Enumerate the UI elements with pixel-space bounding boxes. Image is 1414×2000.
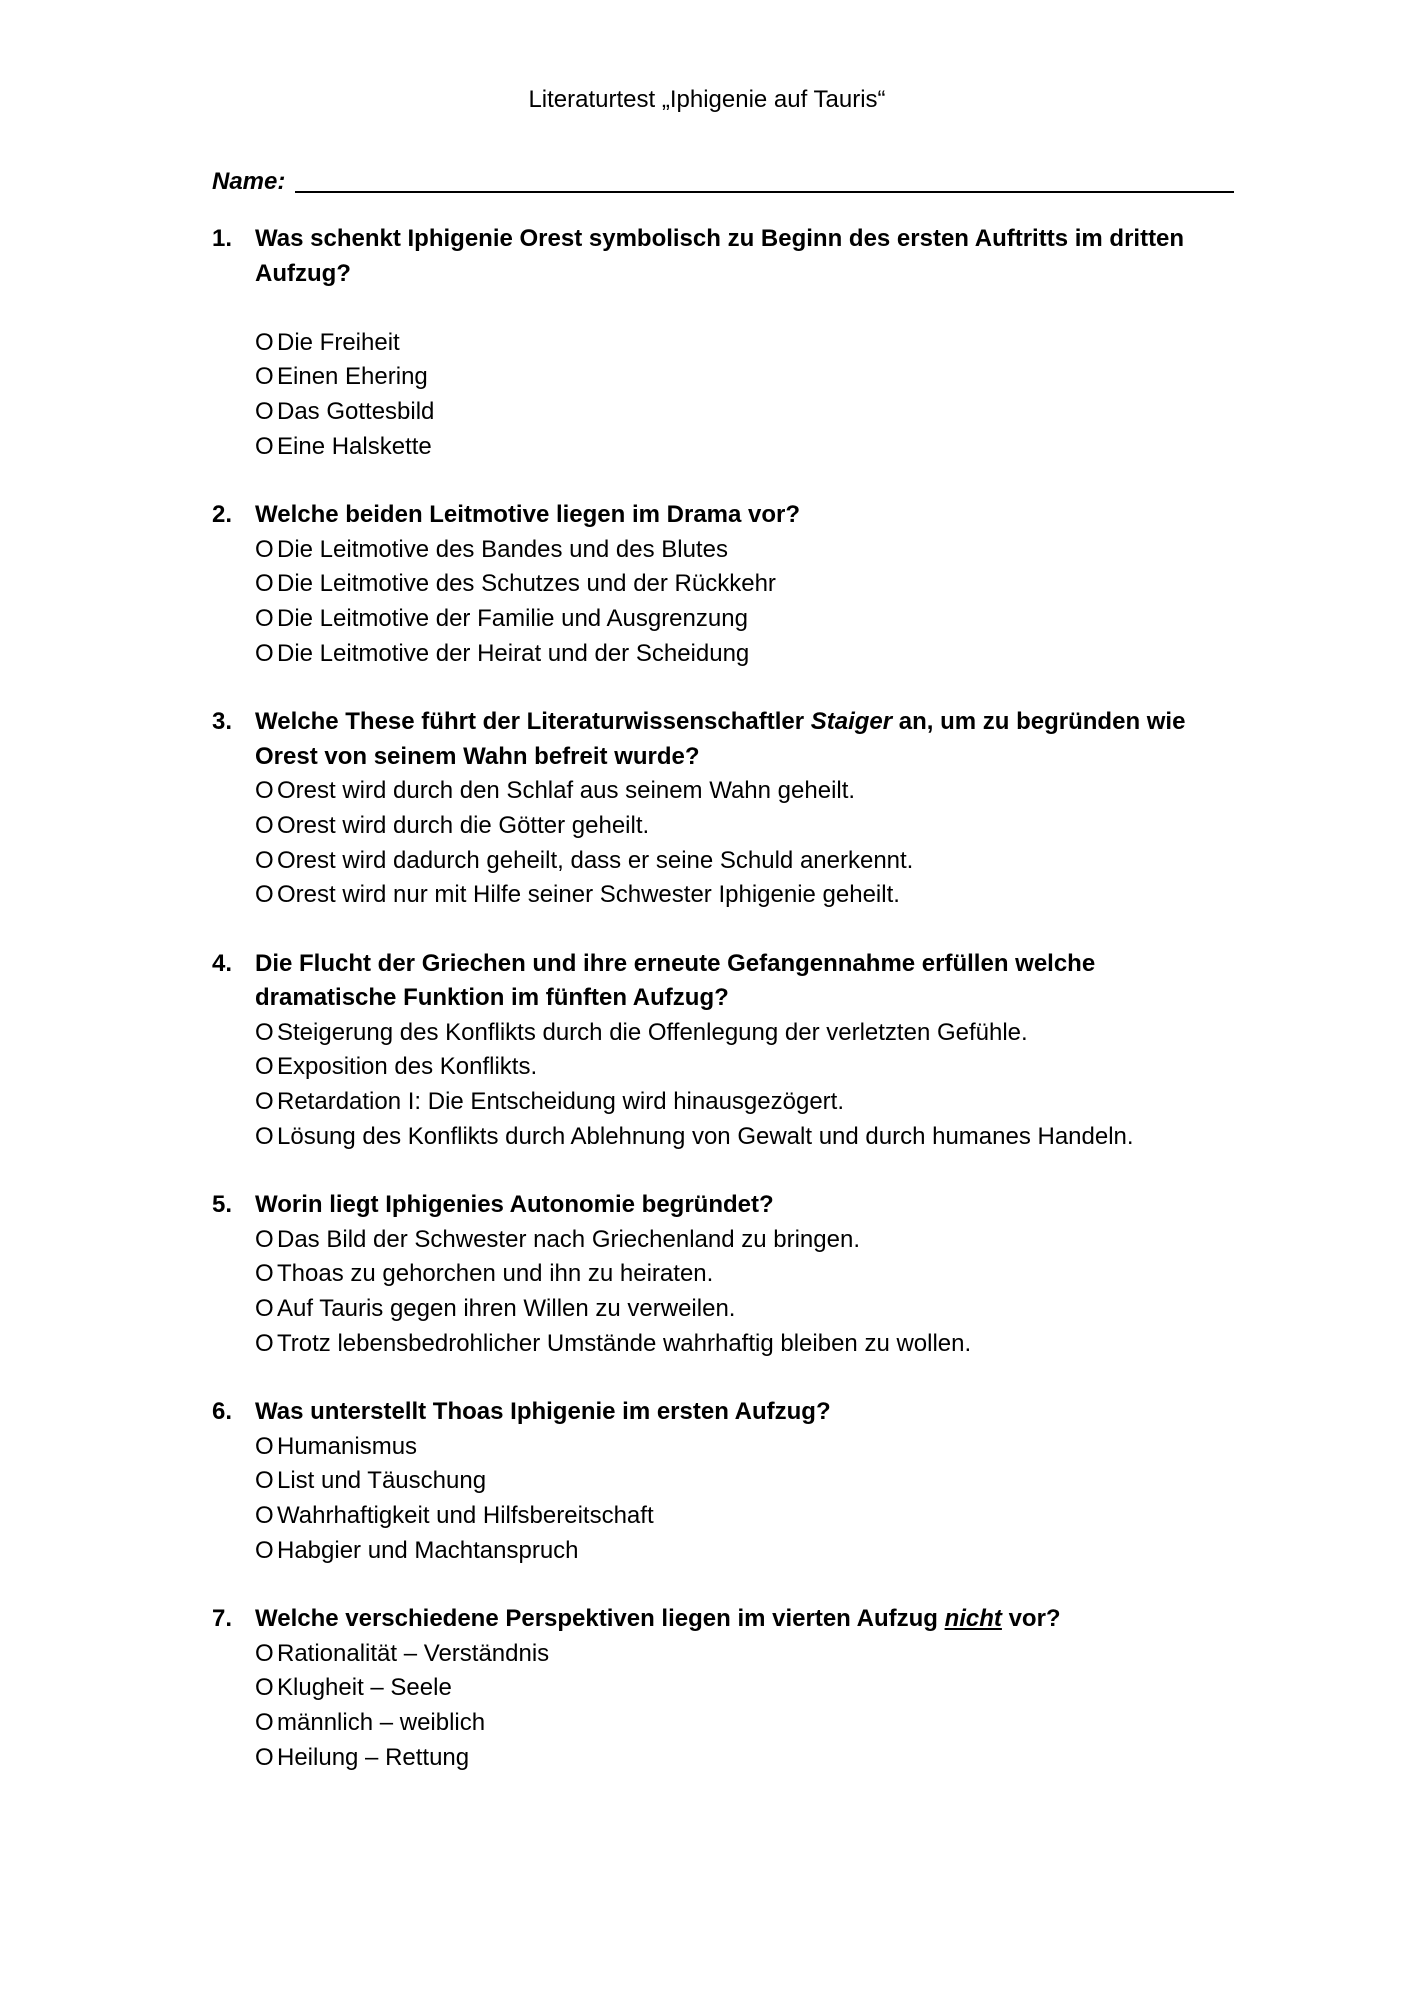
answer-circle[interactable]: O (255, 1088, 274, 1116)
question-4 (212, 947, 1234, 1155)
answer-option-label: Orest wird durch den Schlaf aus seinem Wahn geheilt. (277, 777, 856, 805)
answer-circle[interactable]: O (255, 570, 274, 598)
question-text-part: Welche These führt der Literaturwissenschaftler (255, 708, 811, 736)
answer-option[interactable] (255, 395, 1234, 430)
question-heading (212, 947, 1234, 1016)
answer-circle[interactable]: O (255, 1536, 274, 1564)
question-text (255, 498, 1234, 533)
answer-options (255, 1637, 1234, 1775)
answer-option[interactable] (255, 533, 1234, 568)
answer-option[interactable] (255, 1706, 1234, 1741)
answer-circle[interactable]: O (255, 777, 274, 805)
question-6 (212, 1395, 1234, 1568)
question-text-part: Welche verschiedene Perspektiven liegen im vierten Aufzug (255, 1605, 945, 1633)
answer-circle[interactable]: O (255, 1639, 274, 1667)
answer-option[interactable] (255, 1016, 1234, 1051)
answer-option[interactable] (255, 430, 1234, 465)
answer-option[interactable] (255, 1085, 1234, 1120)
page-title: Literaturtest „Iphigenie auf Tauris“ (528, 86, 886, 113)
question-heading (212, 1395, 1234, 1430)
answer-options (255, 326, 1234, 464)
question-7 (212, 1602, 1234, 1775)
answer-options (255, 1223, 1234, 1361)
answer-option[interactable] (255, 1292, 1234, 1327)
name-field-row (212, 168, 1234, 196)
answer-option-label: Lösung des Konflikts durch Ablehnung von Gewalt und durch humanes Handeln. (277, 1122, 1134, 1150)
answer-option-label: List und Täuschung (277, 1467, 487, 1495)
answer-option[interactable] (255, 878, 1234, 913)
question-3 (212, 705, 1234, 913)
question-number: 1. (212, 225, 233, 252)
answer-option[interactable] (255, 1499, 1234, 1534)
answer-option[interactable] (255, 844, 1234, 879)
answer-circle[interactable]: O (255, 1432, 274, 1460)
question-heading (212, 705, 1234, 774)
answer-option[interactable] (255, 1671, 1234, 1706)
answer-circle[interactable]: O (255, 881, 274, 909)
answer-circle[interactable]: O (255, 535, 274, 563)
name-label: Name: (212, 168, 286, 195)
answer-circle[interactable]: O (255, 1018, 274, 1046)
answer-option[interactable] (255, 326, 1234, 361)
question-text-part: Worin liegt Iphigenies Autonomie begründet? (255, 1191, 774, 1219)
answer-circle[interactable]: O (255, 432, 274, 460)
answer-option-label: Klugheit – Seele (277, 1674, 452, 1702)
answer-circle[interactable]: O (255, 1467, 274, 1495)
answer-option-label: Die Freiheit (277, 328, 400, 356)
question-text-emphasis: nicht (944, 1605, 1002, 1633)
answer-circle[interactable]: O (255, 1674, 274, 1702)
answer-option[interactable] (255, 1464, 1234, 1499)
answer-option[interactable] (255, 360, 1234, 395)
answer-options (255, 1016, 1234, 1154)
answer-circle[interactable]: O (255, 1260, 274, 1288)
answer-option[interactable] (255, 809, 1234, 844)
answer-option[interactable] (255, 1534, 1234, 1569)
answer-circle[interactable]: O (255, 1053, 274, 1081)
answer-circle[interactable]: O (255, 846, 274, 874)
answer-option[interactable] (255, 1257, 1234, 1292)
question-text-part: vor? (1001, 1605, 1061, 1633)
answer-option-label: Einen Ehering (277, 363, 428, 391)
question-heading (212, 222, 1234, 291)
answer-option-label: Das Gottesbild (277, 397, 435, 425)
question-1 (212, 222, 1234, 464)
name-write-line (295, 169, 1234, 193)
question-text (255, 947, 1234, 1016)
question-heading (212, 498, 1234, 533)
question-text-part: an, um zu begründen wie Orest von seinem Wahn befreit wurde? (255, 708, 1186, 770)
answer-option-label: Orest wird dadurch geheilt, dass er seine Schuld anerkennt. (277, 846, 914, 874)
question-number: 2. (212, 501, 233, 529)
question-heading (212, 1602, 1234, 1637)
question-text (255, 1395, 1234, 1430)
question-text (255, 1188, 1234, 1223)
question-text-part: Die Flucht der Griechen und ihre erneute Gefangennahme erfüllen welche dramatische Funktion im fünften Aufzug? (255, 949, 1096, 1012)
question-text (255, 1602, 1234, 1637)
answer-circle[interactable]: O (255, 1295, 274, 1323)
question-text-emphasis: Staiger (810, 708, 893, 736)
answer-circle[interactable]: O (255, 1502, 274, 1529)
answer-option-label: Heilung – Rettung (277, 1743, 470, 1771)
answer-circle[interactable]: O (255, 1743, 274, 1771)
answer-option-label: Wahrhaftigkeit und Hilfsbereitschaft (277, 1502, 654, 1529)
answer-option[interactable] (255, 637, 1234, 672)
question-list (212, 222, 1234, 1809)
question-text-part: Was unterstellt Thoas Iphigenie im ersten Aufzug? (255, 1398, 831, 1426)
question-text-part: Was schenkt Iphigenie Orest symbolisch zu Beginn des ersten Auftritts im dritten Aufzug? (255, 225, 1185, 287)
answer-option-label: Habgier und Machtanspruch (277, 1536, 579, 1564)
answer-option-label: Die Leitmotive der Familie und Ausgrenzung (277, 604, 748, 632)
answer-circle[interactable]: O (255, 1225, 274, 1253)
answer-option-label: Auf Tauris gegen ihren Willen zu verweilen. (277, 1295, 736, 1323)
answer-circle[interactable]: O (255, 811, 274, 839)
answer-option-label: männlich – weiblich (277, 1708, 486, 1736)
question-number: 6. (212, 1398, 233, 1426)
question-text (255, 222, 1234, 291)
answer-option[interactable] (255, 1327, 1234, 1362)
answer-options (255, 533, 1234, 671)
answer-option[interactable] (255, 602, 1234, 637)
question-heading (212, 1188, 1234, 1223)
answer-option[interactable] (255, 1120, 1234, 1155)
answer-option-label: Orest wird nur mit Hilfe seiner Schwester Iphigenie geheilt. (277, 881, 900, 909)
question-5 (212, 1188, 1234, 1361)
question-number: 3. (212, 708, 233, 736)
question-number: 4. (212, 949, 233, 977)
answer-option[interactable] (255, 567, 1234, 602)
answer-circle[interactable]: O (255, 639, 274, 667)
answer-circle[interactable]: O (255, 328, 274, 356)
answer-option[interactable] (255, 1741, 1234, 1776)
answer-option-label: Retardation I: Die Entscheidung wird hinausgezögert. (277, 1088, 844, 1116)
answer-circle[interactable]: O (255, 604, 274, 632)
answer-circle[interactable]: O (255, 1708, 274, 1736)
question-2 (212, 498, 1234, 671)
answer-option-label: Orest wird durch die Götter geheilt. (277, 811, 650, 839)
question-number: 7. (212, 1605, 233, 1633)
answer-circle[interactable]: O (255, 1122, 274, 1150)
answer-option[interactable] (255, 1430, 1234, 1465)
question-text (255, 705, 1234, 774)
answer-circle[interactable]: O (255, 363, 274, 391)
question-number: 5. (212, 1191, 233, 1219)
answer-options (255, 774, 1234, 912)
answer-option-label: Rationalität – Verständnis (277, 1639, 550, 1667)
answer-option-label: Die Leitmotive der Heirat und der Scheidung (277, 639, 750, 667)
answer-option-label: Die Leitmotive des Bandes und des Blutes (277, 535, 728, 563)
question-text-part: Welche beiden Leitmotive liegen im Drama vor? (255, 501, 801, 529)
answer-option[interactable] (255, 1637, 1234, 1672)
answer-option[interactable] (255, 774, 1234, 809)
answer-option-label: Steigerung des Konflikts durch die Offenlegung der verletzten Gefühle. (277, 1018, 1028, 1046)
answer-option-label: Thoas zu gehorchen und ihn zu heiraten. (277, 1260, 714, 1288)
answer-circle[interactable]: O (255, 1329, 274, 1357)
answer-option-label: Das Bild der Schwester nach Griechenland zu bringen. (277, 1225, 860, 1253)
answer-circle[interactable]: O (255, 397, 274, 425)
answer-option-label: Humanismus (277, 1432, 418, 1460)
answer-option-label: Die Leitmotive des Schutzes und der Rückkehr (277, 570, 776, 598)
answer-option[interactable] (255, 1050, 1234, 1085)
answer-option-label: Trotz lebensbedrohlicher Umstände wahrhaftig bleiben zu wollen. (277, 1329, 972, 1357)
answer-option-label: Eine Halskette (277, 432, 432, 460)
answer-option-label: Exposition des Konflikts. (277, 1053, 538, 1081)
answer-option[interactable] (255, 1223, 1234, 1258)
answer-options (255, 1430, 1234, 1568)
